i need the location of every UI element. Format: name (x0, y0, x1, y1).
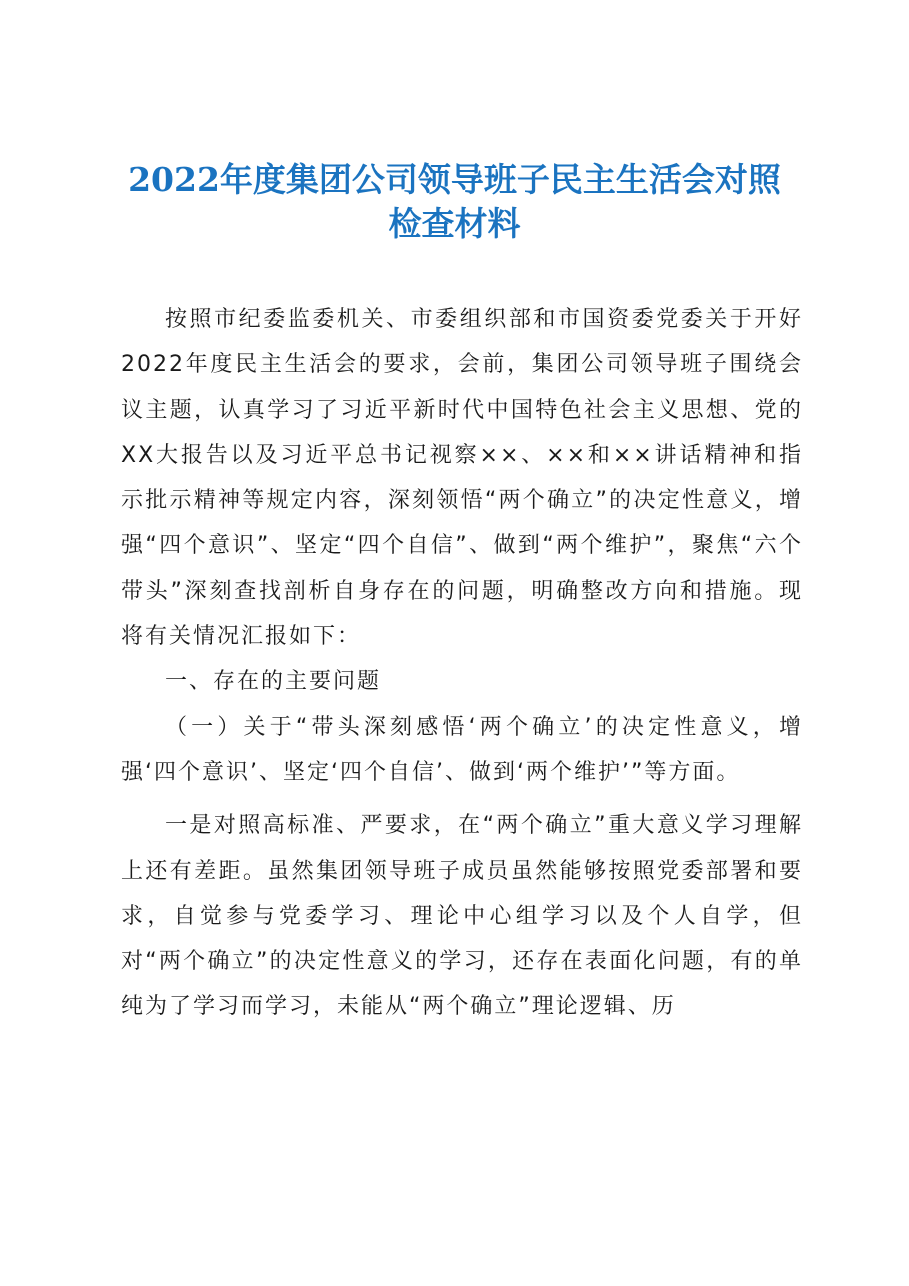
document-title-line-2: 检查材料 (388, 204, 521, 243)
subsection-heading: （一）关于“带头深刻感悟‘两个确立’的决定性意义，增强‘四个意识’、坚定‘四个自信’、做到‘两个维护’”等方面。 (121, 714, 803, 785)
document-title-line-1: 2022年度集团公司领导班子民主生活会对照 (128, 160, 781, 199)
paragraph-intro: 按照市纪委监委机关、市委组织部和市国资委党委关于开好2022年度民主生活会的要求，会前，集团公司领导班子围绕会议主题，认真学习了习近平新时代中国特色社会主义思想、党的XX大报告以及习近平总书记视察××、××和××讲话精神和指示批示精神等规定内容，深刻领悟“两个确立”的决定性意义，增强“四个意识”、坚定“四个自信”、做到“两个维护”，聚焦“六个带头”深刻查找剖析自身存在的问题，明确整改方向和措施。现将有关情况汇报如下： (121, 307, 803, 650)
paragraph-point-one: 一是对照高标准、严要求，在“两个确立”重大意义学习理解上还有差距。虽然集团领导班子成员虽然能够按照党委部署和要求，自觉参与党委学习、理论中心组学习以及个人自学，但对“两个确立”的决定性意义的学习，还存在表面化问题，有的单纯为了学习而学习，未能从“两个确立”理论逻辑、历 (121, 813, 803, 1020)
section-heading: 一、存在的主要问题 (165, 669, 382, 695)
document-body (121, 297, 803, 1030)
